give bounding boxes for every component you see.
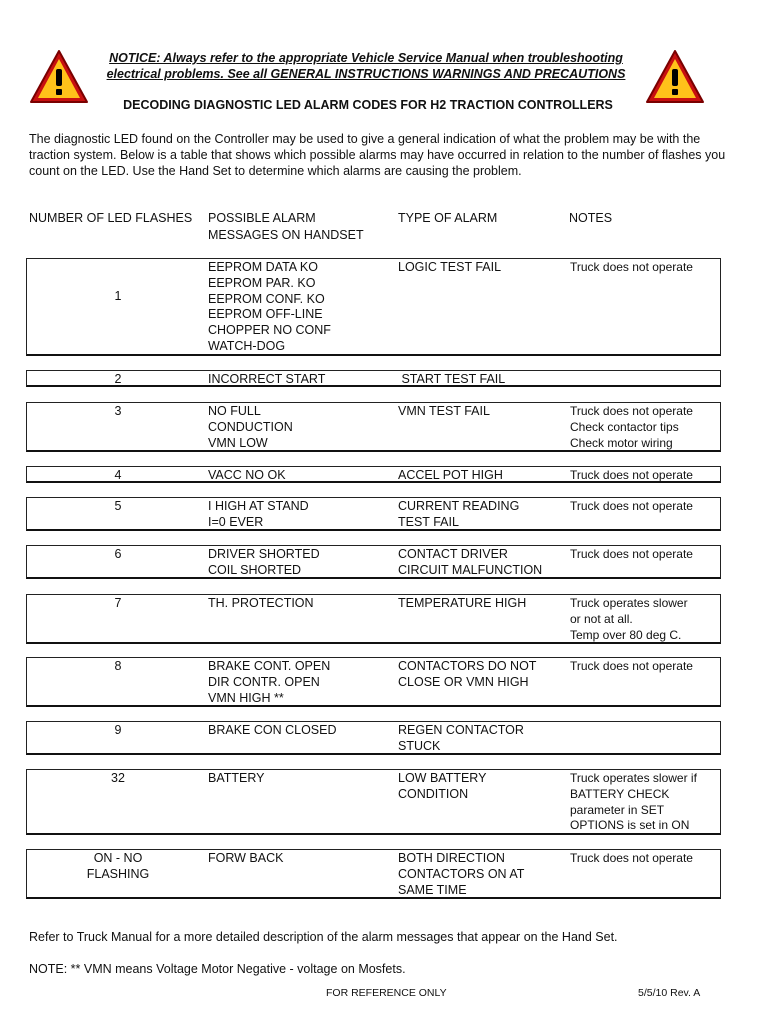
alarm-type: CURRENT READING TEST FAIL [398, 499, 520, 529]
flash-count: 1 [114, 289, 122, 303]
notice-line-2: electrical problems. See all GENERAL INSTRUCTIONS WARNINGS AND PRECAUTIONS [106, 66, 626, 81]
notice-text [96, 51, 636, 82]
header-type: TYPE OF ALARM [398, 211, 498, 225]
alarm-row [26, 849, 721, 899]
alarm-messages: EEPROM DATA KO EEPROM PAR. KO EEPROM CONF. KO EEPROM OFF-LINE CHOPPER NO CONF WATCH-DOG [208, 260, 331, 353]
alarm-type: CONTACTORS DO NOT CLOSE OR VMN HIGH [398, 659, 537, 689]
alarm-messages: I HIGH AT STAND I=0 EVER [208, 499, 309, 529]
warning-triangle-icon [28, 48, 90, 106]
alarm-messages: NO FULL CONDUCTION VMN LOW [208, 404, 293, 450]
alarm-row [26, 657, 721, 707]
flash-count: 7 [114, 596, 122, 610]
alarm-type: BOTH DIRECTION CONTACTORS ON AT SAME TIME [398, 851, 525, 897]
alarm-type: START TEST FAIL [398, 372, 506, 386]
alarm-notes: Truck does not operate [570, 260, 693, 274]
alarm-type: CONTACT DRIVER CIRCUIT MALFUNCTION [398, 547, 543, 577]
alarm-messages: BATTERY [208, 771, 265, 785]
intro-paragraph: The diagnostic LED found on the Controller may be used to give a general indication of what the problem may be with the traction system. Below is a table that shows which possible alarms may have occurred in relation to the number of flashes you count on the LED. Use the Hand Set to determine which alarms are causing the problem. [29, 132, 726, 178]
alarm-type: ACCEL POT HIGH [398, 468, 503, 482]
alarm-notes: Truck does not operate [570, 468, 693, 482]
flash-count: 3 [114, 404, 122, 418]
alarm-row [26, 545, 721, 579]
alarm-row [26, 402, 721, 452]
alarm-row [26, 370, 721, 387]
alarm-row [26, 769, 721, 835]
flash-count: 5 [114, 499, 122, 513]
alarm-row [26, 258, 721, 356]
alarm-messages: DRIVER SHORTED COIL SHORTED [208, 547, 320, 577]
flash-count: 32 [111, 771, 125, 785]
flash-count: 2 [114, 372, 122, 386]
header-flashes: NUMBER OF LED FLASHES [29, 211, 193, 225]
refer-text: Refer to Truck Manual for a more detailed description of the alarm messages that appear on the Hand Set. [29, 930, 618, 944]
alarm-messages: FORW BACK [208, 851, 284, 865]
alarm-row [26, 497, 721, 531]
alarm-notes: Truck does not operate [570, 851, 693, 865]
vmn-note: NOTE: ** VMN means Voltage Motor Negative - voltage on Mosfets. [29, 962, 406, 976]
reference-only-label: FOR REFERENCE ONLY [326, 987, 447, 999]
alarm-notes: Truck does not operate [570, 547, 693, 561]
flash-count: ON - NO FLASHING [86, 851, 150, 881]
alarm-row [26, 594, 721, 644]
page-title: DECODING DIAGNOSTIC LED ALARM CODES FOR H2 TRACTION CONTROLLERS [123, 98, 613, 112]
alarm-messages: TH. PROTECTION [208, 596, 314, 610]
flash-count: 6 [114, 547, 122, 561]
warning-triangle-icon [644, 48, 706, 106]
alarm-notes: Truck does not operate Check contactor tips Check motor wiring [570, 404, 693, 450]
alarm-notes: Truck does not operate [570, 659, 693, 673]
header-messages: POSSIBLE ALARM MESSAGES ON HANDSET [208, 211, 364, 242]
alarm-notes: Truck does not operate [570, 499, 693, 513]
alarm-type: REGEN CONTACTOR STUCK [398, 723, 524, 753]
alarm-type: TEMPERATURE HIGH [398, 596, 527, 610]
alarm-messages: VACC NO OK [208, 468, 286, 482]
alarm-messages: BRAKE CON CLOSED [208, 723, 337, 737]
alarm-messages: INCORRECT START [208, 372, 326, 386]
alarm-notes: Truck operates slower if BATTERY CHECK parameter in SET OPTIONS is set in ON [570, 771, 697, 833]
alarm-row [26, 466, 721, 483]
flash-count: 9 [114, 723, 122, 737]
alarm-messages: BRAKE CONT. OPEN DIR CONTR. OPEN VMN HIGH ** [208, 659, 331, 705]
alarm-notes: Truck operates slower or not at all. Temp over 80 deg C. [570, 596, 688, 642]
alarm-type: LOGIC TEST FAIL [398, 260, 502, 274]
flash-count: 4 [114, 468, 122, 482]
header-notes: NOTES [569, 211, 613, 225]
revision-label: 5/5/10 Rev. A [638, 987, 701, 999]
notice-line-1: NOTICE: Always refer to the appropriate Vehicle Service Manual when troubleshooting [109, 51, 623, 65]
flash-count: 8 [114, 659, 122, 673]
alarm-type: VMN TEST FAIL [398, 404, 490, 418]
alarm-type: LOW BATTERY CONDITION [398, 771, 487, 801]
alarm-row [26, 721, 721, 755]
